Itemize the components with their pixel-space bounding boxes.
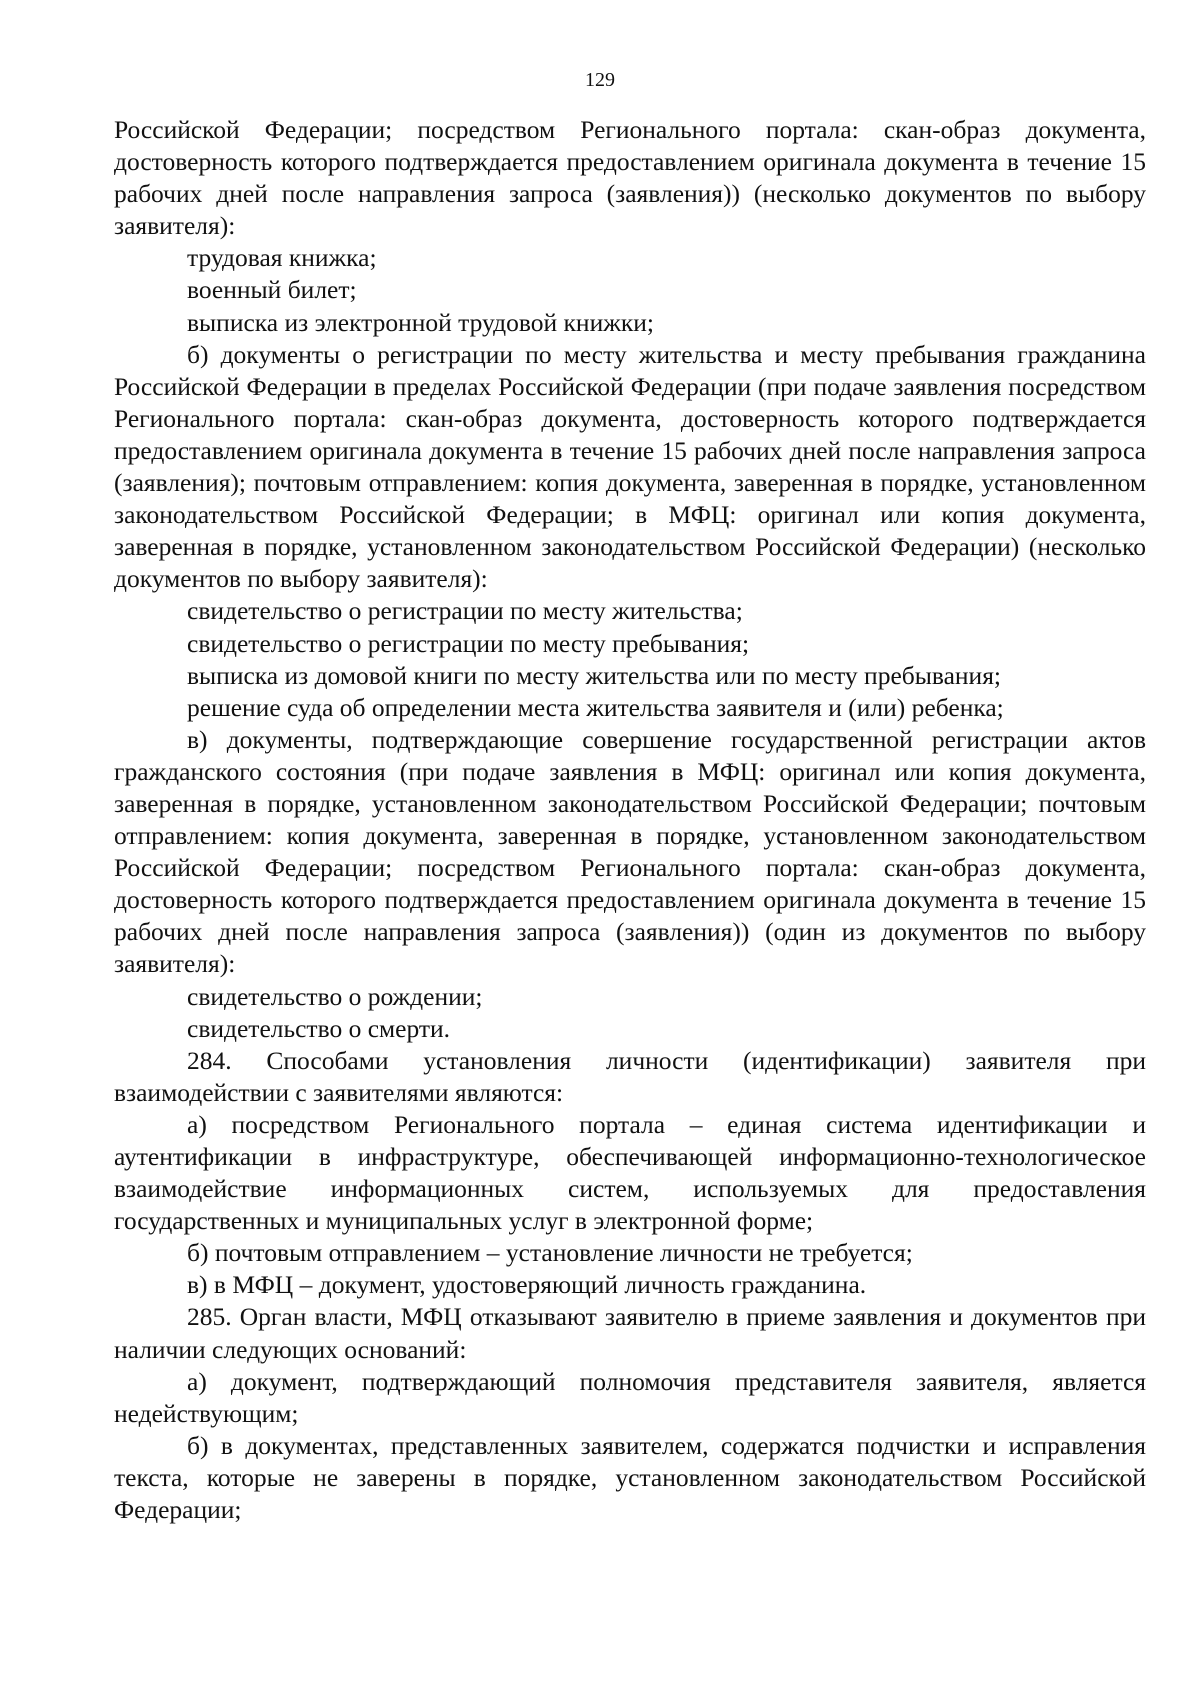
paragraph-registration-documents: б) документы о регистрации по месту жительства и месту пребывания гражданина Российской Федерации в пределах Российской Федерации (при подаче заявления посредством Регионального портала: скан-образ документа, достоверность которого подтверждается предоставлением оригинала документа в течение 15 рабочих дней после направления запроса (заявления); почтовым отправлением: копия документа, заверенная в порядке, установленном законодательством Российской Федерации; в МФЦ: оригинал или копия документа, заверенная в порядке, установленном законодательством Российской Федерации) (несколько документов по выбору заявителя):: [114, 339, 1146, 594]
paragraph-285: 285. Орган власти, МФЦ отказывают заявителю в приеме заявления и документов при наличии следующих оснований:: [114, 1302, 1146, 1364]
list-item-death-certificate: свидетельство о смерти.: [187, 1013, 451, 1043]
list-item-birth-certificate: свидетельство о рождении;: [187, 981, 483, 1011]
paragraph-civil-status-documents: в) документы, подтверждающие совершение государственной регистрации актов гражданского состояния (при подаче заявления в МФЦ: оригинал или копия документа, заверенная в порядке, установленном законодательством Российской Федерации; почтовым отправлением: копия документа, заверенная в порядке, установленном законодательством Российской Федерации; посредством Регионального портала: скан-образ документа, достоверность которого подтверждается предоставлением оригинала документа в течение 15 рабочих дней после направления запроса (заявления)) (один из документов по выбору заявителя):: [114, 724, 1146, 979]
paragraph-continuation: Российской Федерации; посредством Регионального портала: скан-образ документа, достоверность которого подтверждается предоставлением оригинала документа в течение 15 рабочих дней после направления запроса (заявления)) (несколько документов по выбору заявителя):: [114, 115, 1146, 241]
paragraph-285-a: а) документ, подтверждающий полномочия представителя заявителя, является недействующим;: [114, 1366, 1146, 1428]
list-item-electronic-labor-book: выписка из электронной трудовой книжки;: [187, 307, 654, 337]
document-body: [114, 114, 1146, 1526]
list-item-house-book-extract: выписка из домовой книги по месту жительства или по месту пребывания;: [187, 660, 1002, 690]
paragraph-284: 284. Способами установления личности (идентификации) заявителя при взаимодействии с заявителями являются:: [114, 1045, 1146, 1107]
paragraph-284-b: б) почтовым отправлением – установление личности не требуется;: [187, 1238, 913, 1268]
list-item-court-decision: решение суда об определении места жительства заявителя и (или) ребенка;: [187, 692, 1004, 722]
paragraph-284-v: в) в МФЦ – документ, удостоверяющий личность гражданина.: [187, 1270, 867, 1300]
list-item-residence-certificate: свидетельство о регистрации по месту жительства;: [187, 596, 743, 626]
list-item-labor-book: трудовая книжка;: [187, 243, 377, 273]
paragraph-284-a: а) посредством Регионального портала – единая система идентификации и аутентификации в инфраструктуре, обеспечивающей информационно-технологическое взаимодействие информационных систем, используемых для предоставления государственных и муниципальных услуг в электронной форме;: [114, 1109, 1146, 1236]
list-item-stay-certificate: свидетельство о регистрации по месту пребывания;: [187, 628, 750, 658]
page-number: 129: [585, 69, 615, 91]
list-item-military-id: военный билет;: [187, 275, 357, 305]
paragraph-285-b: б) в документах, представленных заявителем, содержатся подчистки и исправления текста, которые не заверены в порядке, установленном законодательством Российской Федерации;: [114, 1430, 1146, 1525]
